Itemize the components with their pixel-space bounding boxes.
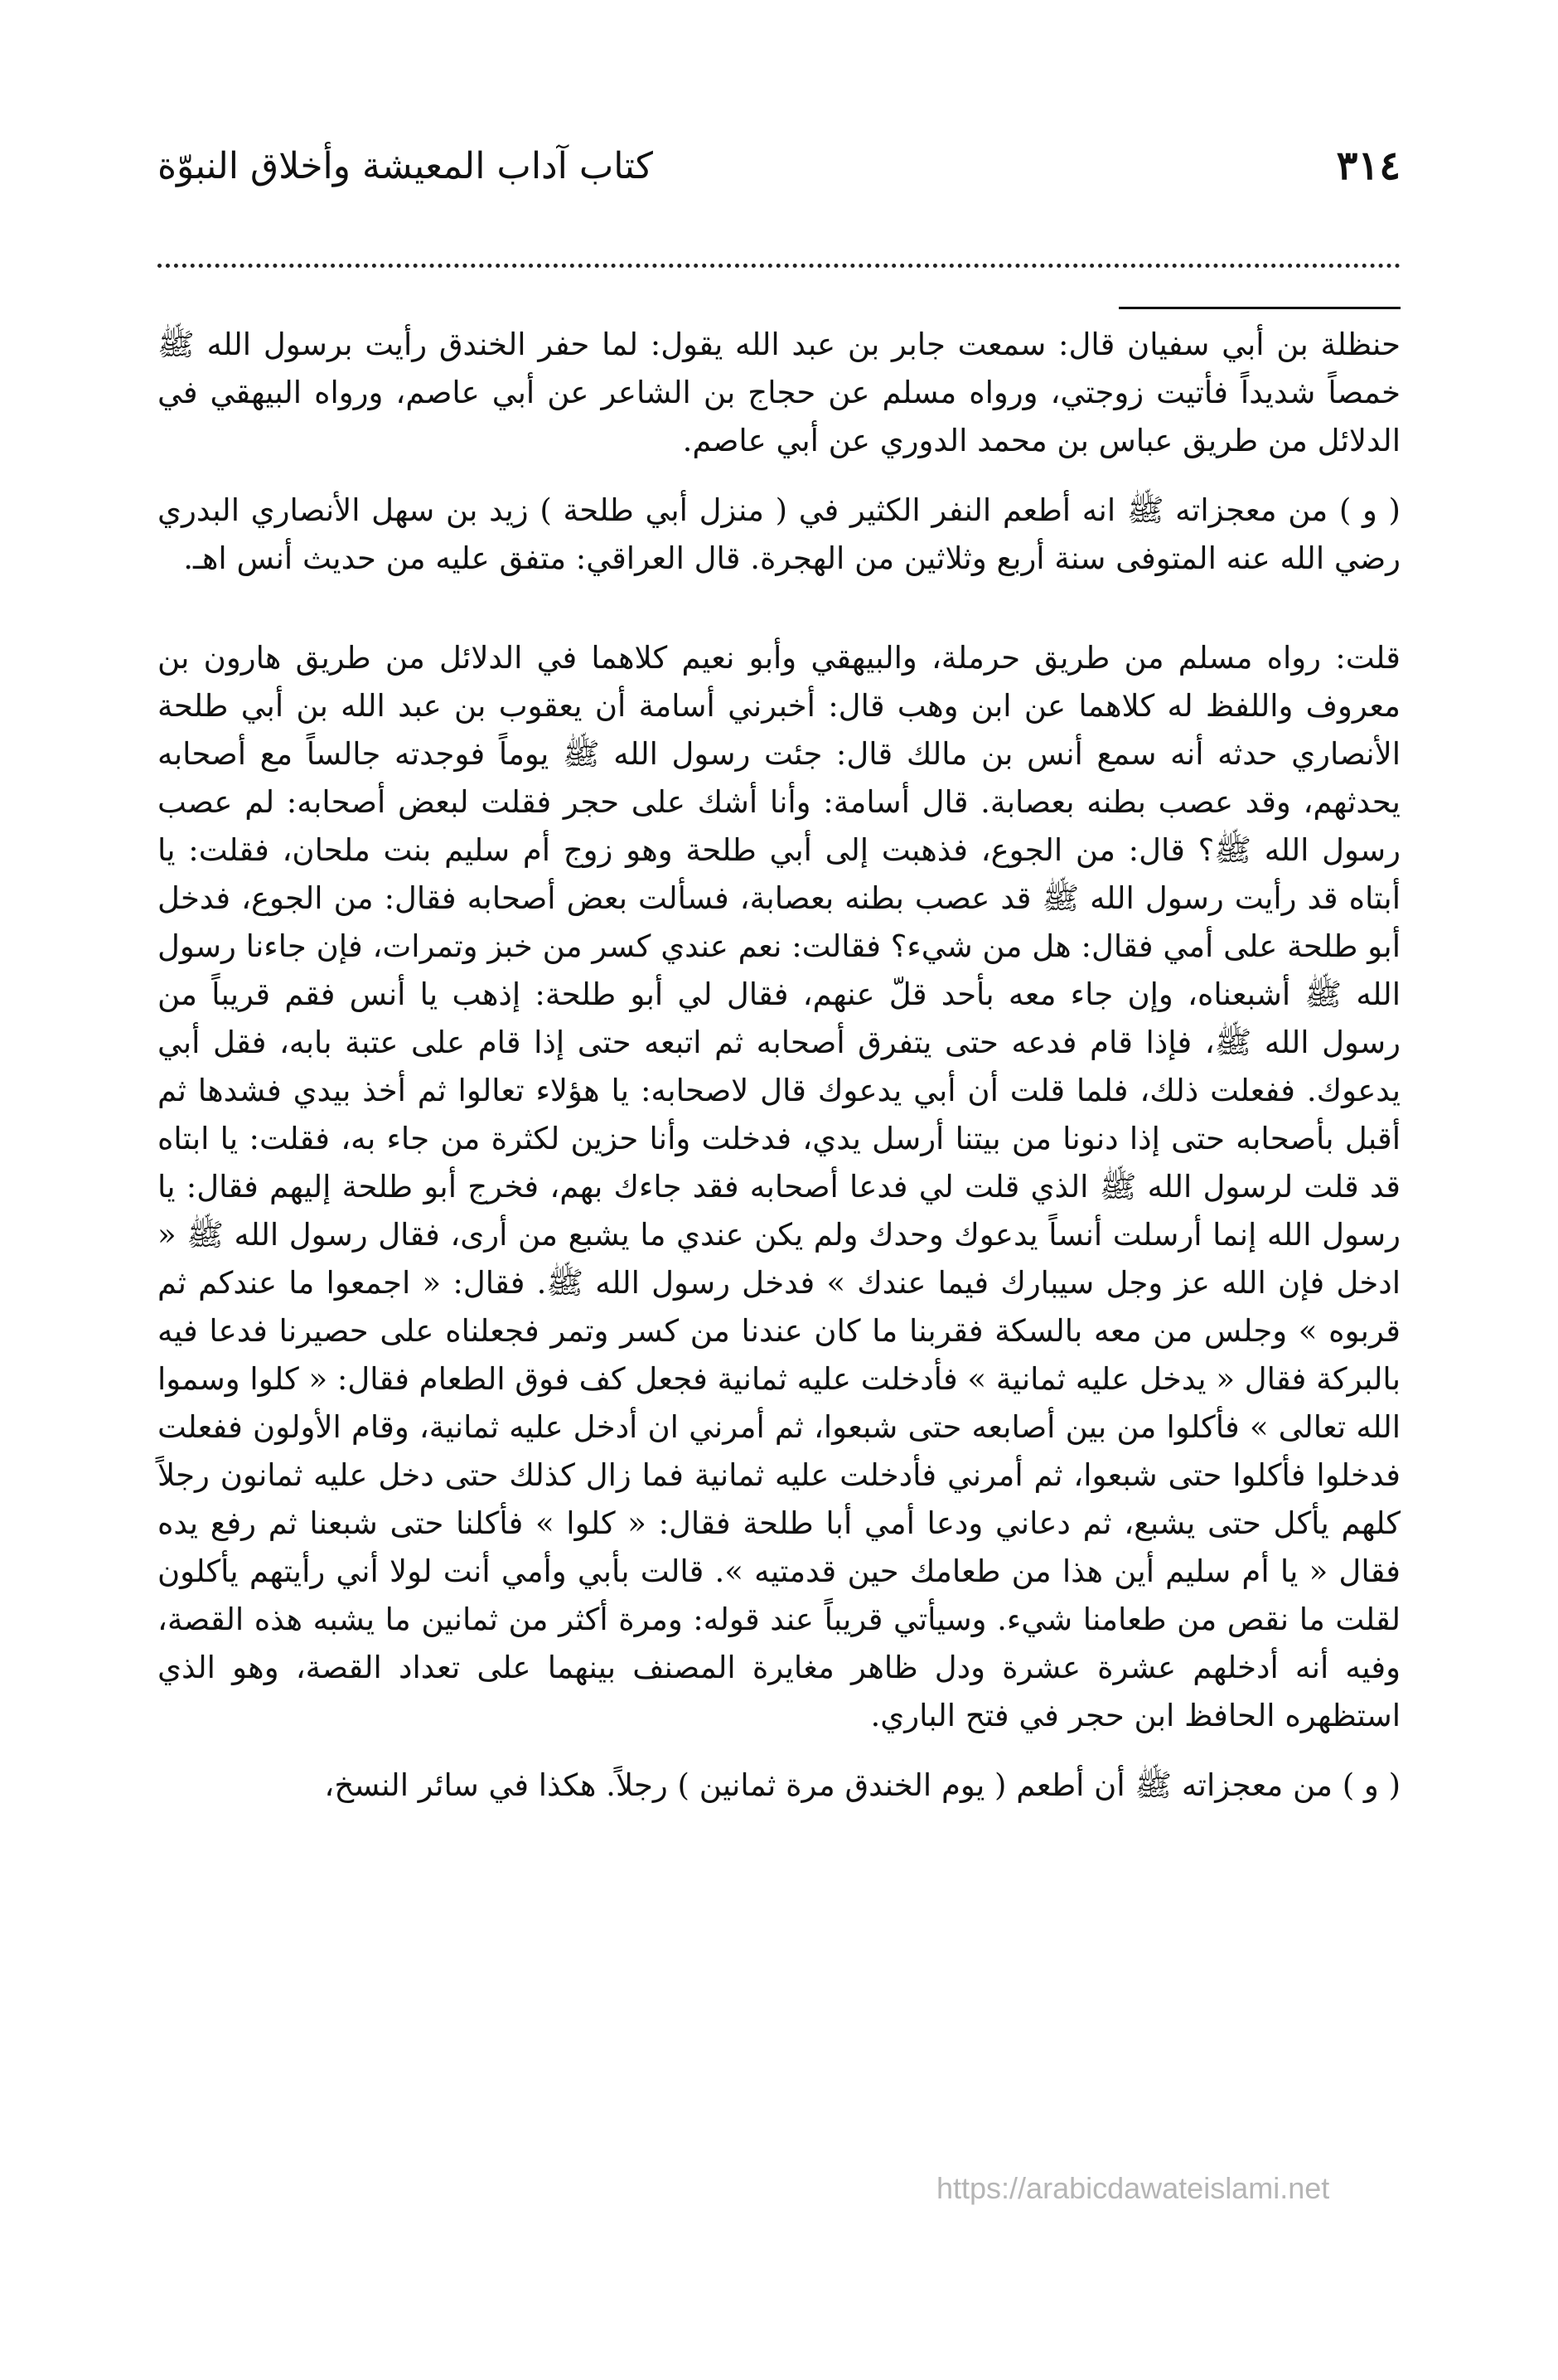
source-watermark: https://arabicdawateislami.net — [936, 2171, 1330, 2205]
paragraph-commentary: قلت: رواه مسلم من طريق حرملة، والبيهقي وأبو نعيم كلاهما في الدلائل من طريق هارون بن معروف واللفظ له كلاهما عن ابن وهب قال: أخبرني أسامة أن يعقوب بن عبد الله بن أبي طلحة الأنصاري حدثه أنه سمع أنس بن مالك قال: جئت رسول الله ﷺ يوماً فوجدته جالساً مع أصحابه يحدثهم، وقد عصب بطنه بعصابة. قال أسامة: وأنا أشك على حجر فقلت لبعض أصحابه: لم عصب رسول الله ﷺ؟ قال: من الجوع، فذهبت إلى أبي طلحة وهو زوج أم سليم بنت ملحان، فقلت: يا أبتاه قد رأيت رسول الله ﷺ قد عصب بطنه بعصابة، فسألت بعض أصحابه فقال: من الجوع، فدخل أبو طلحة على أمي فقال: هل من شيء؟ فقالت: نعم عندي كسر من خبز وتمرات، فإن جاءنا رسول الله ﷺ أشبعناه، وإن جاء معه بأحد قلّ عنهم، فقال لي أبو طلحة: إذهب يا أنس فقم قريباً من رسول الله ﷺ، فإذا قام فدعه حتى يتفرق أصحابه ثم اتبعه حتى إذا قام على عتبة بابه، فقل أبي يدعوك. ففعلت ذلك، فلما قلت أن أبي يدعوك قال لاصحابه: يا هؤلاء تعالوا ثم أخذ بيدي فشدها ثم أقبل بأصحابه حتى إذا دنونا من بيتنا أرسل يدي، فدخلت وأنا حزين لكثرة من جاء به، فقلت: يا ابتاه قد قلت لرسول الله ﷺ الذي قلت لي فدعا أصحابه فقد جاءك بهم، فخرج أبو طلحة إليهم فقال: يا رسول الله إنما أرسلت أنساً يدعوك وحدك ولم يكن عندي ما يشبع من أرى، فقال رسول الله ﷺ « ادخل فإن الله عز وجل سيبارك فيما عندك » فدخل رسول الله ﷺ. فقال: « اجمعوا ما عندكم ثم قربوه » وجلس من معه بالسكة فقربنا ما كان عندنا من كسر وتمر فجعلناه على حصيرنا فدعا فيه بالبركة فقال « يدخل عليه ثمانية » فأدخلت عليه ثمانية فجعل كف فوق الطعام فقال: « كلوا وسموا الله تعالى » فأكلوا من بين أصابعه حتى شبعوا، ثم أمرني ان أدخل عليه ثمانية، وقام الأولون ففعلت فدخلوا فأكلوا حتى شبعوا، ثم أمرني فأدخلت عليه ثمانية فما زال كذلك حتى دخل عليه ثمانون رجلاً كلهم يأكل حتى يشبع، ثم دعاني ودعا أمي أبا طلحة فقال: « كلوا » فأكلنا حتى شبعنا ثم رفع يده فقال « يا أم سليم أين هذا من طعامك حين قدمتيه ». قالت بأبي وأمي أنت لولا أني رأيتهم يأكلون لقلت ما نقص من طعامنا شيء. وسيأتي قريباً عند قوله: ومرة أكثر من ثمانين ما يشبه هذه القصة، وفيه أنه أدخلهم عشرة عشرة ودل ظاهر مغايرة المصنف بينهما على تعداد القصة، وهو الذي استظهره الحافظ ابن حجر في فتح الباري. — [157, 640, 1401, 1733]
page-header — [157, 133, 1401, 199]
footnote-separator — [1119, 307, 1401, 309]
page-number: ٣١٤ — [1336, 143, 1401, 189]
page-body — [157, 307, 1401, 1810]
paragraph-miracle-khandaq: ( و ) من معجزاته ﷺ أن أطعم ( يوم الخندق مرة ثمانين ) رجلاً. هكذا في سائر النسخ، — [324, 1767, 1401, 1803]
book-title: كتاب آداب المعيشة وأخلاق النبوّة — [157, 144, 653, 187]
dotted-divider — [157, 264, 1401, 268]
paragraph-hadith-chain: حنظلة بن أبي سفيان قال: سمعت جابر بن عبد الله يقول: لما حفر الخندق رأيت برسول الله ﷺ خمصاً شديداً فأتيت زوجتي، ورواه مسلم عن حجاج بن الشاعر عن أبي عاصم، ورواه البيهقي في الدلائل من طريق عباس بن محمد الدوري عن أبي عاصم. — [157, 327, 1401, 458]
paragraph-miracle-abu-talha: ( و ) من معجزاته ﷺ انه أطعم النفر الكثير في ( منزل أبي طلحة ) زيد بن سهل الأنصاري البدري رضي الله عنه المتوفى سنة أربع وثلاثين من الهجرة. قال العراقي: متفق عليه من حديث أنس اهـ. — [157, 492, 1401, 576]
